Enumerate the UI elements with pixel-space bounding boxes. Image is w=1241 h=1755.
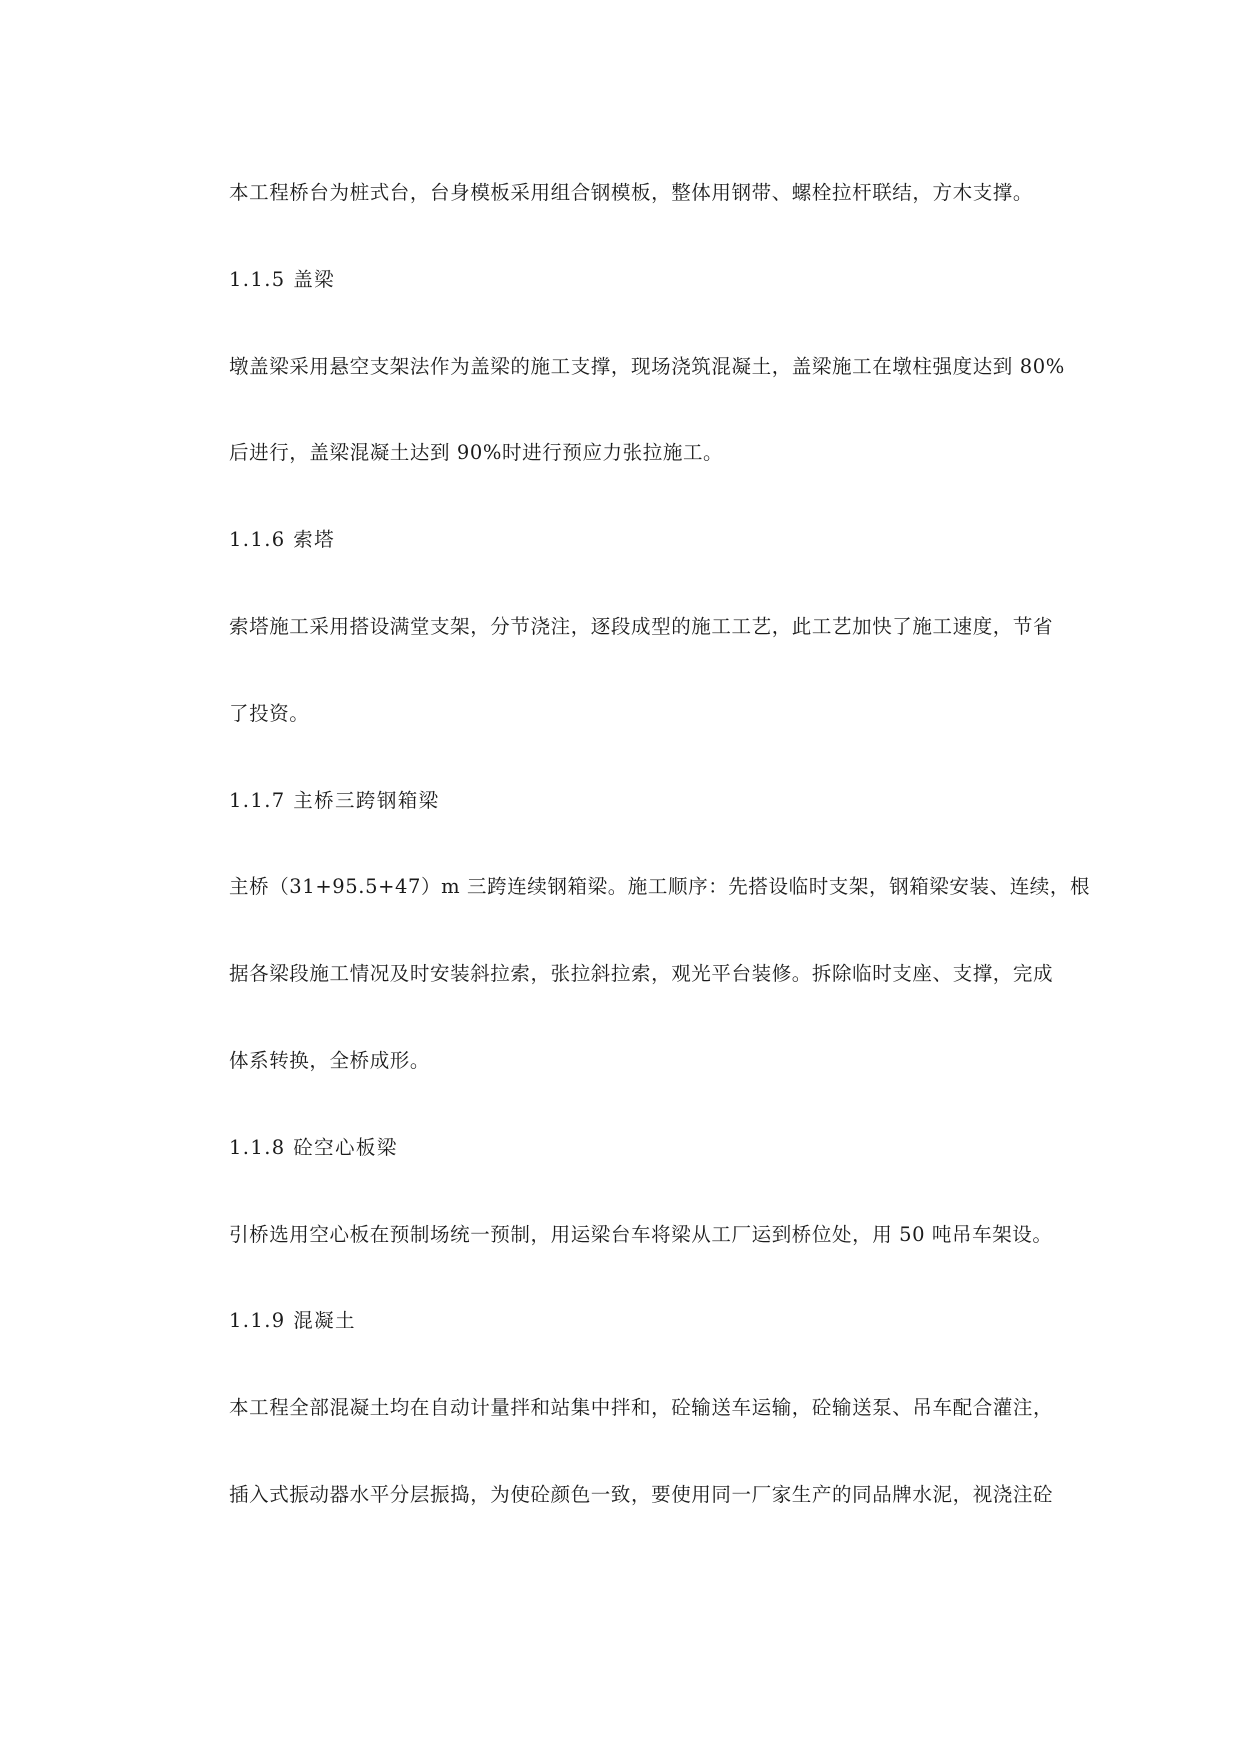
section-heading-1-1-8: 1.1.8 砼空心板梁	[229, 1136, 398, 1159]
paragraph-pylon-line-1: 索塔施工采用搭设满堂支架，分节浇注，逐段成型的施工工艺，此工艺加快了施工速度，节省	[229, 615, 1054, 638]
paragraph-concrete-line-2: 插入式振动器水平分层振捣，为使砼颜色一致，要使用同一厂家生产的同品牌水泥，视浇注砼	[229, 1483, 1054, 1506]
paragraph-pylon-line-2: 了投资。	[229, 702, 310, 725]
paragraph-steel-box-girder-line-3: 体系转换，全桥成形。	[229, 1049, 431, 1072]
paragraph-cap-beam-line-1: 墩盖梁采用悬空支架法作为盖梁的施工支撑，现场浇筑混凝土，盖梁施工在墩柱强度达到 80%	[229, 355, 1065, 378]
paragraph-concrete-line-1: 本工程全部混凝土均在自动计量拌和站集中拌和，砼输送车运输，砼输送泵、吊车配合灌注，	[229, 1396, 1054, 1419]
paragraph-steel-box-girder-line-1: 主桥（31+95.5+47）m 三跨连续钢箱梁。施工顺序：先搭设临时支架，钢箱梁安装、连续，根	[229, 875, 1091, 898]
section-heading-1-1-9: 1.1.9 混凝土	[229, 1309, 356, 1332]
paragraph-cap-beam-line-2: 后进行，盖梁混凝土达到 90%时进行预应力张拉施工。	[229, 441, 724, 464]
paragraph-steel-box-girder-line-2: 据各梁段施工情况及时安装斜拉索，张拉斜拉索，观光平台装修。拆除临时支座、支撑，完成	[229, 962, 1054, 985]
paragraph-hollow-slab-beam: 引桥选用空心板在预制场统一预制，用运梁台车将梁从工厂运到桥位处，用 50 吨吊车架设。	[229, 1223, 1053, 1246]
paragraph-abutment-formwork: 本工程桥台为桩式台，台身模板采用组合钢模板，整体用钢带、螺栓拉杆联结，方木支撑。	[229, 181, 1034, 204]
section-heading-1-1-7: 1.1.7 主桥三跨钢箱梁	[229, 789, 440, 812]
section-heading-1-1-5: 1.1.5 盖梁	[229, 268, 336, 291]
section-heading-1-1-6: 1.1.6 索塔	[229, 528, 336, 551]
